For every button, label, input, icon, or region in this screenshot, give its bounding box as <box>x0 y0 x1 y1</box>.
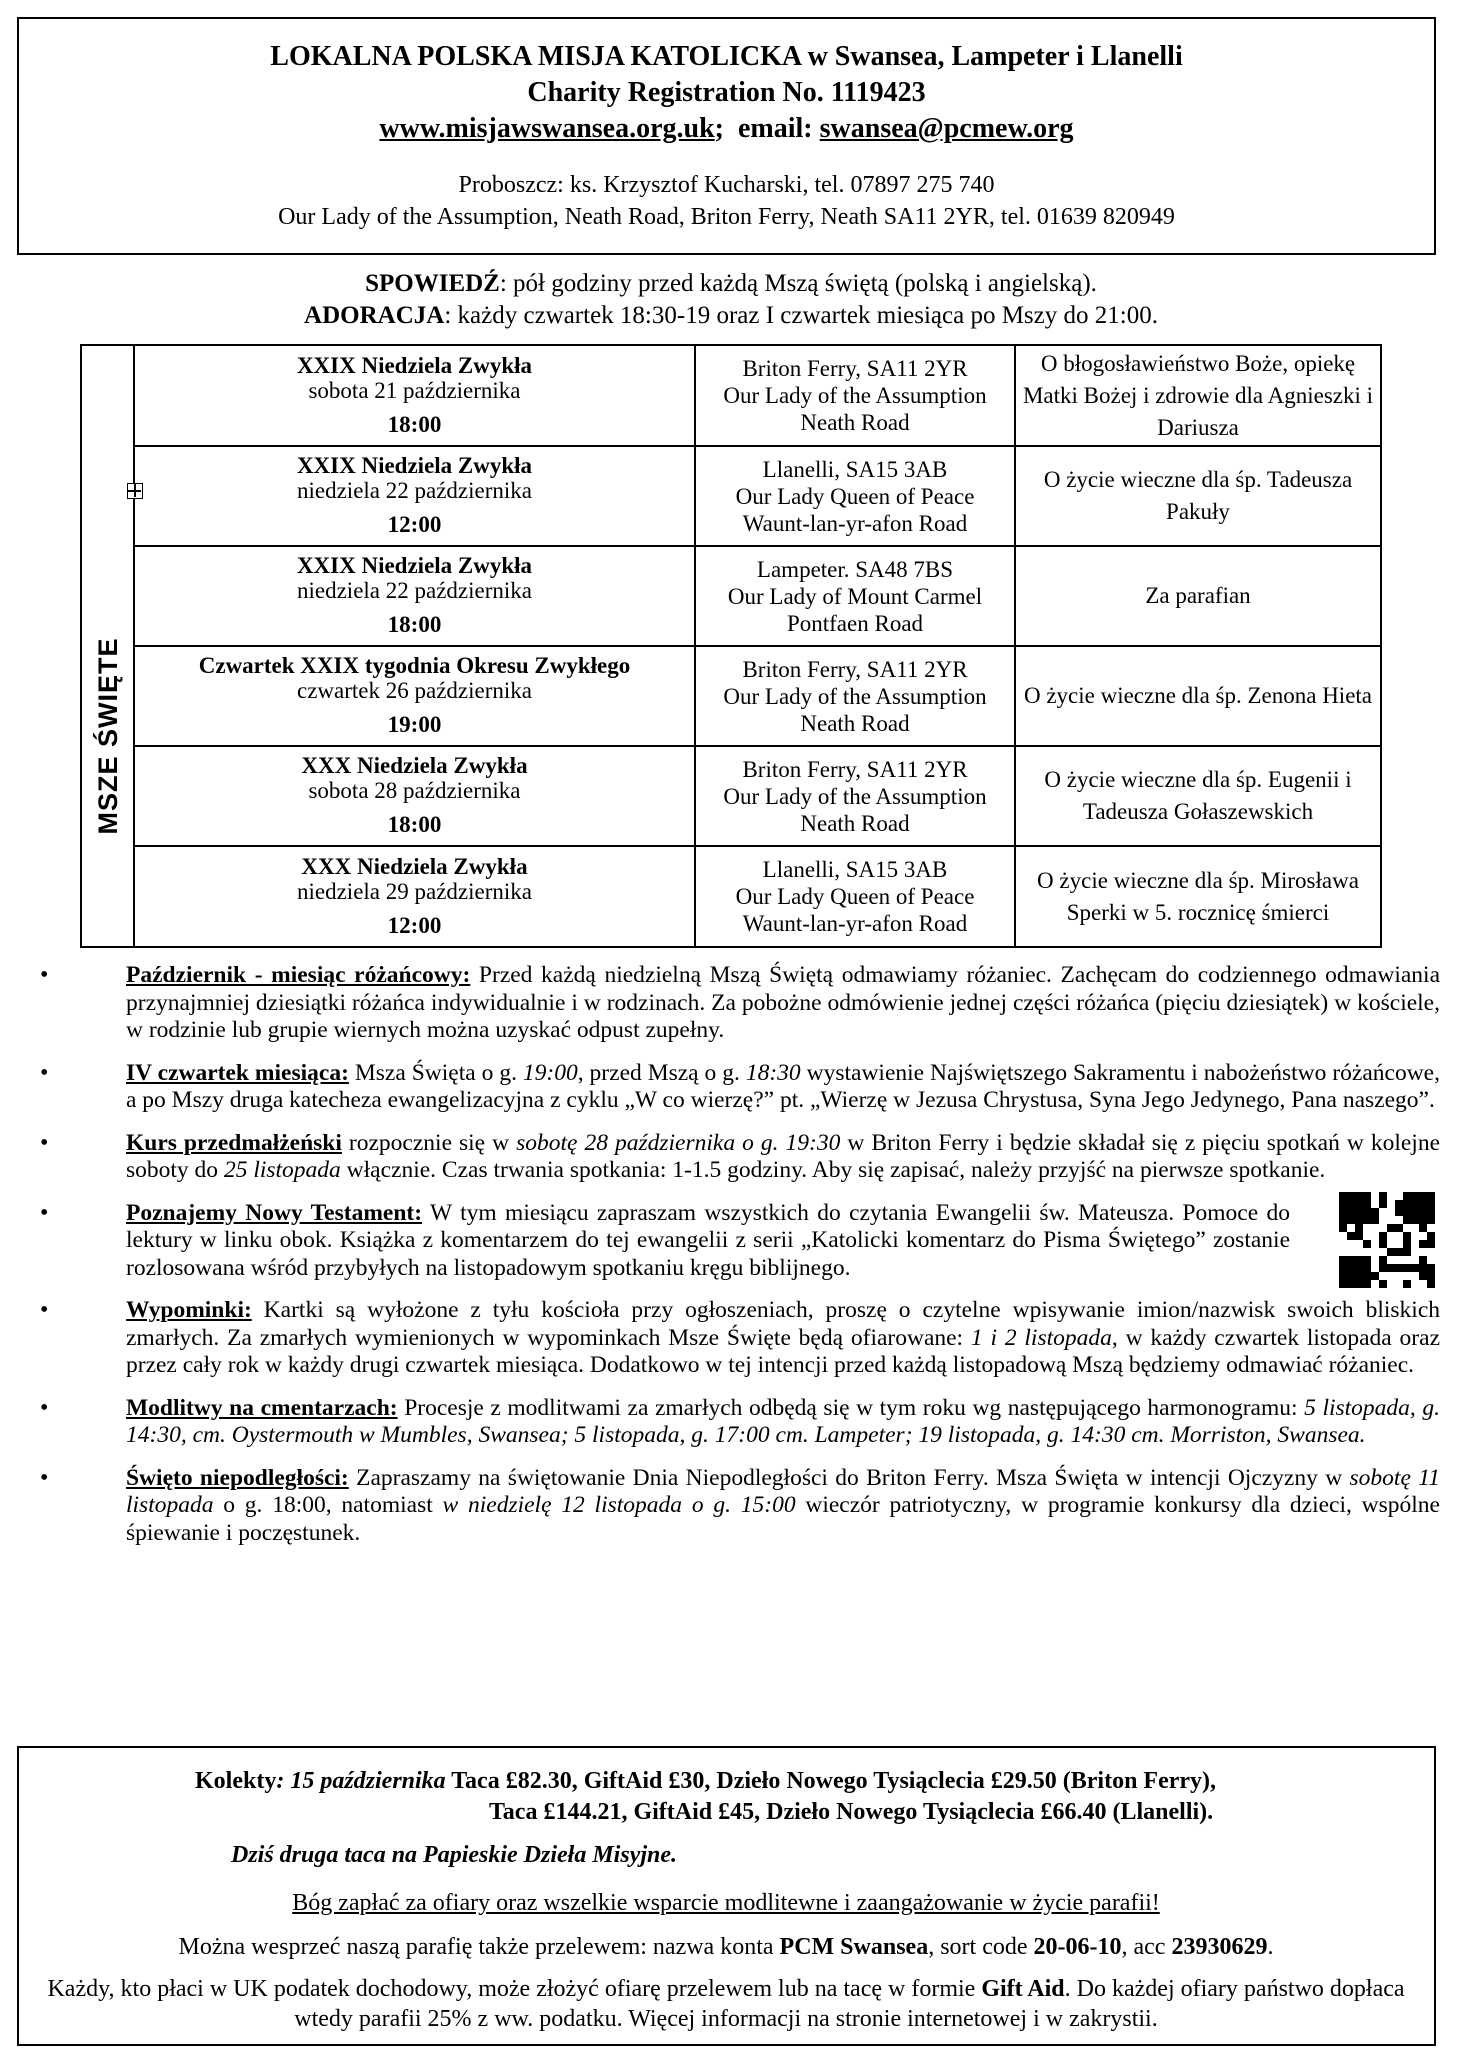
mass-day: niedziela 22 października <box>297 478 532 503</box>
mass-day: niedziela 22 października <box>297 578 532 603</box>
announcement-emphasis: 25 listopada <box>223 1157 341 1183</box>
mass-intention-cell <box>1015 446 1380 546</box>
announcement-marriage-course <box>40 1130 1440 1185</box>
announcement-text: Zapraszamy na świętowanie Dnia Niepodległości do Briton Ferry. Msza Święta w intencji Ojczyzny w <box>348 1464 1350 1491</box>
pastor-line: Proboszcz: ks. Krzysztof Kucharski, tel. 07897 275 740 <box>458 172 995 198</box>
announcement-title: Wypominki: <box>126 1297 252 1323</box>
announcements-list <box>40 962 1440 1562</box>
charity-registration: Charity Registration No. 1119423 <box>527 77 926 108</box>
collections-briton-ferry: Taca £82.30, GiftAid £30, Dzieło Nowego Tysiąclecia £29.50 (Briton Ferry), <box>445 1768 1217 1794</box>
giftaid-bold: Gift Aid <box>981 1976 1065 2002</box>
location-line: Our Lady of the Assumption <box>723 783 987 809</box>
email-label: email: <box>738 113 813 144</box>
mass-location-cell <box>695 746 1015 846</box>
contact-separator: ; <box>714 113 724 144</box>
confession-label: SPOWIEDŹ <box>365 270 500 297</box>
mass-table <box>135 346 1380 946</box>
location-line: Our Lady Queen of Peace <box>735 483 975 509</box>
announcement-emphasis: 5 listopada, g. 14:30, cm. Oystermouth w Mumbles, Swansea; 5 listopada, g. 17:00 cm. Lampeter; 19 listopada, g. 14:30 cm. Morriston, Swansea. <box>126 1394 1440 1448</box>
bullet: • <box>40 1464 49 1491</box>
location-line: Briton Ferry, SA11 2YR <box>742 756 968 782</box>
mass-date-cell <box>135 346 695 446</box>
mass-time: 18:00 <box>387 411 442 437</box>
mass-row <box>135 546 1380 646</box>
adoration-label: ADORACJA <box>304 302 445 329</box>
collections-date: : 15 października <box>276 1768 446 1794</box>
announcement-emphasis: sobotę 28 października o g. 19:30 <box>516 1129 841 1156</box>
confession-text: : pół godziny przed każdą Mszą świętą (polską i angielską). <box>499 270 1097 297</box>
mass-location-cell <box>695 846 1015 946</box>
website-link[interactable]: www.misjawswansea.org.uk <box>379 113 715 144</box>
giftaid-text: Każdy, kto płaci w UK podatek dochodowy, może złożyć ofiarę przelewem lub na tacę w formie <box>47 1976 982 2002</box>
bullet: • <box>40 1129 49 1156</box>
mass-title: XXIX Niedziela Zwykła <box>296 453 533 478</box>
mass-title: XXIX Niedziela Zwykła <box>296 553 533 578</box>
bullet: • <box>40 1059 49 1086</box>
mass-intention-cell <box>1015 846 1380 946</box>
side-label-wrap <box>90 526 126 946</box>
announcement-rosary <box>40 962 1440 1045</box>
mass-intention-cell <box>1015 346 1380 446</box>
announcement-thursday <box>40 1060 1440 1115</box>
header-box <box>17 17 1436 255</box>
mass-row <box>135 346 1380 446</box>
location-line: Briton Ferry, SA11 2YR <box>742 356 968 381</box>
announcement-text: Kartki są wyłożone z tyłu kościoła przy ogłoszeniach, proszę o czytelne wpisywanie imion/nazwisk swoich bliskich zmarłych. Za zmarłych wymienionych w wypominkach Msze Święte będą ofiarowane: <box>126 1297 1440 1351</box>
announcement-title: Październik - miesiąc różańcowy: <box>126 962 471 988</box>
mass-row <box>135 446 1380 546</box>
mass-title: XXX Niedziela Zwykła <box>301 753 528 778</box>
collections-llanelli: Taca £144.21, GiftAid £45, Dzieło Nowego Tysiąclecia £66.40 (Llanelli). <box>489 1799 1214 1825</box>
mass-day: czwartek 26 października <box>297 678 532 703</box>
mass-intention: Za parafian <box>1145 583 1251 608</box>
announcement-title: IV czwartek miesiąca: <box>126 1059 349 1086</box>
sort-code: 20-06-10 <box>1033 1934 1122 1960</box>
announcement-emphasis: 1 i 2 listopada <box>970 1324 1112 1351</box>
announcement-emphasis: 19:00 <box>522 1059 578 1086</box>
mass-row <box>135 746 1380 846</box>
location-line: Neath Road <box>800 410 910 435</box>
mass-title: Czwartek XXIX tygodnia Okresu Zwykłego <box>198 653 631 678</box>
mass-schedule <box>80 344 1382 948</box>
email-link[interactable]: swansea@pcmew.org <box>819 113 1074 144</box>
adoration-text: : każdy czwartek 18:30-19 oraz I czwartek miesiąca po Mszy do 21:00. <box>444 302 1158 329</box>
mass-intention: O życie wieczne dla śp. Tadeusza Pakuły <box>1043 467 1353 524</box>
confession-adoration-info <box>0 268 1462 332</box>
giftaid-text: . Do każdej ofiary państwo dopłaca wtedy parafii 25% z ww. podatku. Więcej informacji na stronie internetowej i w zakrystii. <box>294 1976 1405 2032</box>
mass-time: 18:00 <box>387 612 442 637</box>
announcement-text: rozpocznie się w <box>341 1129 517 1156</box>
bank-transfer-info <box>19 1932 1433 1963</box>
announcement-text: wieczór patriotyczny, w programie konkursy dla dzieci, wspólne śpiewanie i poczęstunek. <box>126 1492 1440 1546</box>
mass-title: XXIX Niedziela Zwykła <box>296 352 533 378</box>
account-number: 23930629 <box>1171 1934 1268 1960</box>
mass-date-cell <box>135 646 695 746</box>
announcement-text: W tym miesiącu zapraszam wszystkich do czytania Ewangelii św. Mateusza. Pomoce do lektury w linku obok. Książka z komentarzem do tej ewangelii z serii „Katolicki komentarz do Pisma Świętego” zostanie rozlosowana wśród przybyłych na listopadowym spotkaniu kręgu biblijnego. <box>126 1199 1291 1281</box>
mass-date-cell <box>135 446 695 546</box>
bullet: • <box>40 962 49 988</box>
location-line: Neath Road <box>800 810 910 836</box>
mass-intention: O życie wieczne dla śp. Zenona Hieta <box>1023 683 1373 708</box>
bullet: • <box>40 1394 49 1421</box>
location-line: Briton Ferry, SA11 2YR <box>742 656 968 682</box>
announcement-text: , przed Mszą o g. <box>577 1059 746 1086</box>
collections-line-1 <box>195 1766 1395 1797</box>
mass-side-column <box>82 346 135 946</box>
mass-date-cell <box>135 846 695 946</box>
account-name: PCM Swansea <box>779 1934 929 1960</box>
adoration-line <box>0 300 1462 332</box>
announcement-text: Przed każdą niedzielną Mszą Świętą odmawiamy różaniec. Zachęcam do codziennego odmawiania przynajmniej dziesiątki różańca indywidualnie i w rodzinach. Za pobożne odmówienie jednej części różańca (pięciu dziesiątek) w kościele, w rodzinie lub grupie wiernych można uzyskać odpust zupełny. <box>126 962 1441 1043</box>
location-line: Our Lady Queen of Peace <box>735 884 975 909</box>
transfer-text: , acc <box>1121 1934 1172 1960</box>
announcement-title: Święto niepodległości: <box>126 1464 349 1491</box>
mass-time: 19:00 <box>387 712 442 737</box>
mass-row <box>135 646 1380 746</box>
announcement-text: w Briton Ferry i będzie składał się z pięciu spotkań w kolejne soboty do <box>126 1129 1440 1183</box>
mass-intention-cell <box>1015 646 1380 746</box>
location-line: Our Lady of the Assumption <box>723 383 987 408</box>
announcement-emphasis: 18:30 <box>745 1059 801 1086</box>
mass-time: 12:00 <box>387 912 442 938</box>
bullet: • <box>40 1297 49 1323</box>
announcement-text: , w każdy czwartek listopada oraz przez cały rok w każdy drugi czwartek miesiąca. Dodatkowo w tej intencji przed każdą listopadową Mszą będziemy odmawiać różaniec. <box>126 1324 1440 1378</box>
announcement-text: o g. 18:00, natomiast <box>213 1492 443 1518</box>
location-line: Lampeter. SA48 7BS <box>756 556 954 582</box>
parish-address: Our Lady of the Assumption, Neath Road, Briton Ferry, Neath SA11 2YR, tel. 01639 820949 <box>278 204 1175 230</box>
contact-line <box>19 111 1434 147</box>
qr-code-icon[interactable] <box>1339 1192 1435 1288</box>
announcement-independence <box>40 1465 1440 1548</box>
mass-intention: O życie wieczne dla śp. Mirosława Sperki w 5. rocznicę śmierci <box>1037 867 1359 925</box>
mass-intention: O życie wieczne dla śp. Eugenii i Tadeusza Gołaszewskich <box>1044 767 1352 824</box>
thanks-line: Bóg zapłać za ofiary oraz wszelkie wsparcie modlitewne i zaangażowanie w życie parafii! <box>292 1890 1160 1916</box>
transfer-text: . <box>1267 1934 1274 1960</box>
location-line: Waunt-lan-yr-afon Road <box>742 510 968 536</box>
mass-side-label: MSZE ŚWIĘTE <box>93 637 123 835</box>
mass-title: XXX Niedziela Zwykła <box>301 853 528 879</box>
mass-day: sobota 21 października <box>308 377 521 403</box>
announcement-emphasis: w niedzielę 12 listopada o g. 15:00 <box>442 1492 796 1518</box>
mass-time: 18:00 <box>387 812 442 837</box>
today-collection: Dziś druga taca na Papieskie Dzieła Misyjne. <box>231 1842 678 1868</box>
mass-intention: O błogosławieństwo Boże, opiekę Matki Bożej i zdrowie dla Agnieszki i Dariusza <box>1022 350 1374 440</box>
location-line: Llanelli, SA15 3AB <box>762 456 948 482</box>
mass-location-cell <box>695 346 1015 446</box>
mass-time: 12:00 <box>387 512 442 537</box>
location-line: Llanelli, SA15 3AB <box>762 857 948 882</box>
mass-date-cell <box>135 746 695 846</box>
announcement-text: wystawienie Najświętszego Sakramentu i nabożeństwo różańcowe, a po Mszy druga katecheza ewangelizacyjna z cyklu „W co wierzę?” pt. „Wierzę w Jezusa Chrystusa, Syna Jego Jedynego, Pana naszego”. <box>126 1059 1440 1113</box>
mass-row <box>135 846 1380 946</box>
mass-location-cell <box>695 446 1015 546</box>
mass-location-cell <box>695 546 1015 646</box>
transfer-text: Można wesprzeć naszą parafię także przelewem: nazwa konta <box>178 1934 780 1960</box>
collections-label: Kolekty <box>195 1768 277 1794</box>
mass-intention-cell <box>1015 546 1380 646</box>
gift-aid-info <box>19 1974 1433 2034</box>
bullet: • <box>40 1199 49 1226</box>
location-line: Pontfaen Road <box>786 610 924 636</box>
announcement-text: Msza Święta o g. <box>348 1059 523 1086</box>
announcement-new-testament <box>40 1200 1440 1283</box>
mass-intention-cell <box>1015 746 1380 846</box>
announcement-cemetery-prayers <box>40 1395 1440 1450</box>
mass-day: niedziela 29 października <box>297 878 532 904</box>
mass-location-cell <box>695 646 1015 746</box>
announcement-title: Kurs przedmałżeński <box>126 1129 342 1156</box>
location-line: Our Lady of Mount Carmel <box>727 583 983 609</box>
announcement-wypominki <box>40 1297 1440 1380</box>
mass-day: sobota 28 października <box>308 778 521 803</box>
mass-date-cell <box>135 546 695 646</box>
location-line: Our Lady of the Assumption <box>723 683 987 709</box>
transfer-text: , sort code <box>928 1934 1034 1960</box>
confession-line <box>0 268 1462 300</box>
announcement-title: Poznajemy Nowy Testament: <box>126 1199 423 1226</box>
announcement-text: włącznie. Czas trwania spotkania: 1-1.5 godziny. Aby się zapisać, należy przyjść na pierwsze spotkanie. <box>340 1157 1326 1183</box>
announcement-emphasis: sobotę 11 listopada <box>126 1464 1440 1518</box>
location-line: Neath Road <box>800 710 910 736</box>
collections <box>195 1766 1395 1828</box>
location-line: Waunt-lan-yr-afon Road <box>742 911 968 936</box>
announcement-title: Modlitwy na cmentarzach: <box>126 1394 398 1421</box>
mission-title: LOKALNA POLSKA MISJA KATOLICKA w Swansea, Lampeter i Llanelli <box>270 41 1183 72</box>
announcement-text: Procesje z modlitwami za zmarłych odbędą się w tym roku wg następującego harmonogramu: <box>397 1394 1305 1421</box>
footer-box <box>17 1746 1436 2046</box>
